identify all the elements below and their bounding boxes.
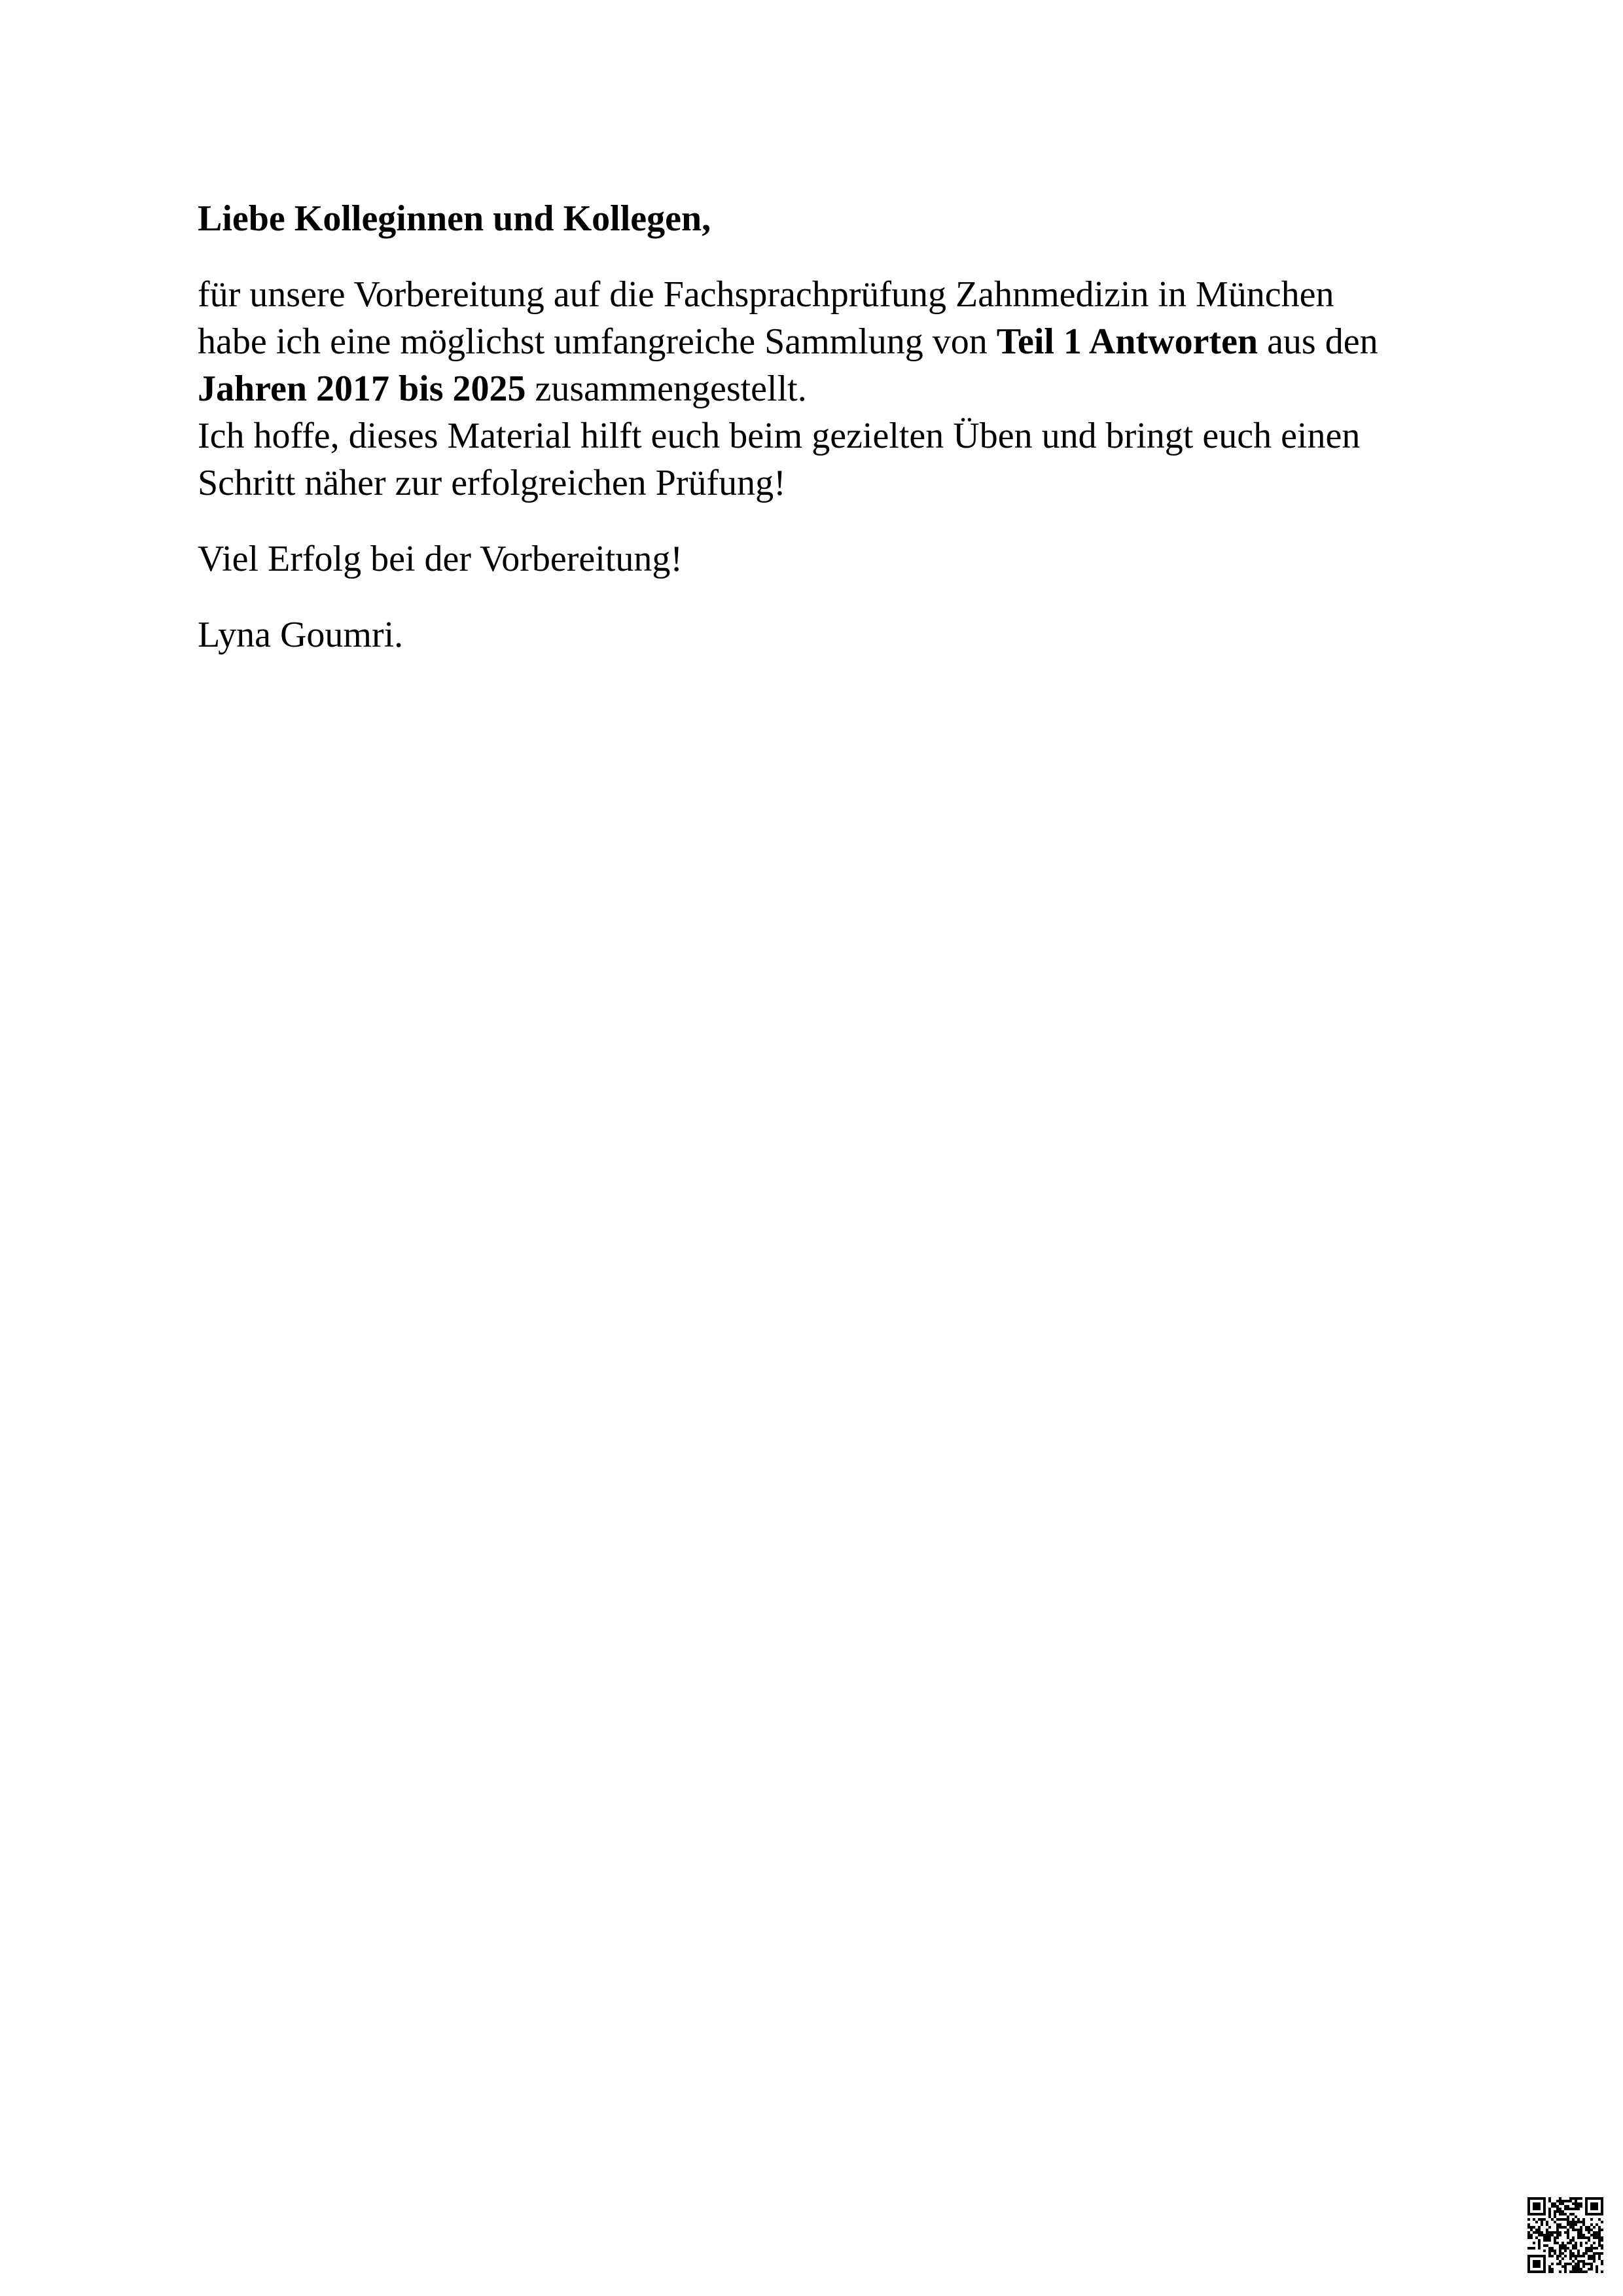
line2-suffix: aus den (1258, 321, 1378, 362)
line1-text: für unsere Vorbereitung auf die Fachsprachprüfung Zahnmedizin in München (198, 274, 1334, 315)
signature: Lyna Goumri. (198, 615, 404, 655)
paragraph-line-2 (198, 318, 1441, 365)
main-paragraph (198, 271, 1441, 507)
line5-text: Schritt näher zur erfolgreichen Prüfung! (198, 463, 786, 503)
highlight-years: Jahren 2017 bis 2025 (198, 368, 526, 409)
line2-prefix: habe ich eine möglichst umfangreiche Sammlung von (198, 321, 997, 362)
closing-line: Viel Erfolg bei der Vorbereitung! (198, 539, 683, 579)
qr-code-icon (1527, 2197, 1603, 2273)
letter-body (198, 195, 1441, 687)
paragraph-line-5 (198, 459, 1441, 507)
line4-text: Ich hoffe, dieses Material hilft euch beim gezielten Üben und bringt euch einen (198, 416, 1361, 456)
salutation: Liebe Kolleginnen und Kollegen, (198, 198, 711, 239)
paragraph-line-1 (198, 271, 1441, 318)
paragraph-line-4 (198, 412, 1441, 459)
line3-suffix: zusammengestellt. (526, 368, 807, 409)
paragraph-line-3 (198, 365, 1441, 412)
highlight-teil1: Teil 1 Antworten (996, 321, 1258, 362)
